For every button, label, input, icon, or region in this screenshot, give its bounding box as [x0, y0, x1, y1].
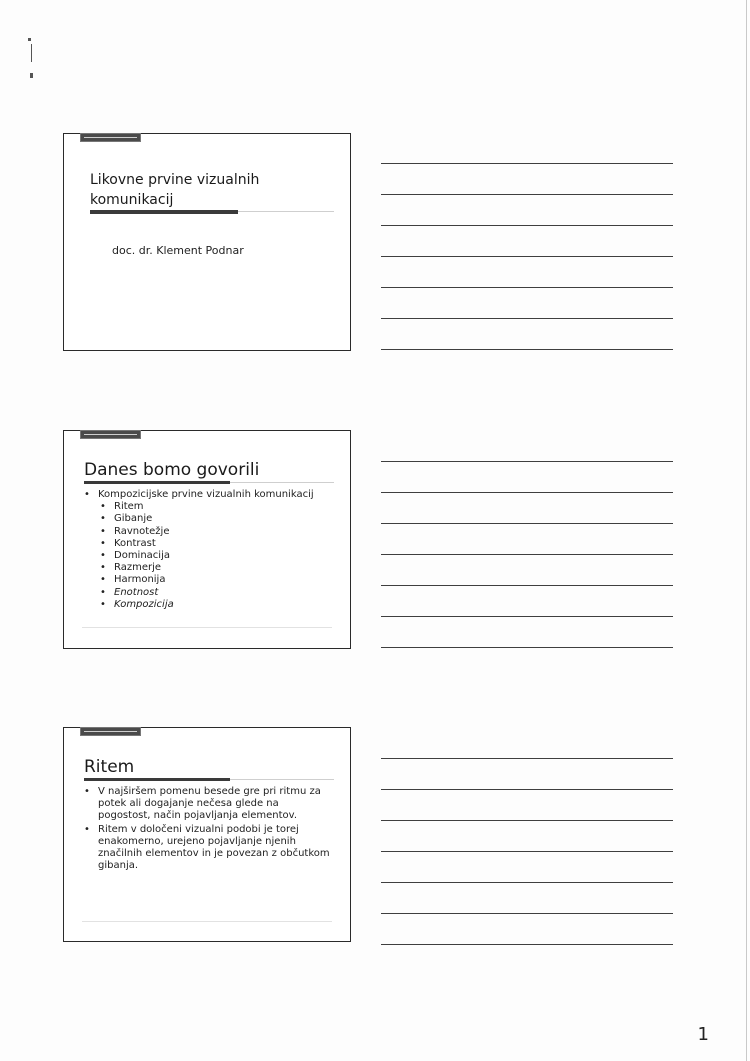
list-item: • V najširšem pomenu besede gre pri ritmu za potek ali dogajanje nečesa glede na pogostost, način pojavljanja elementov. [84, 786, 321, 822]
bullet-icon: • [100, 525, 106, 537]
list-item: • Razmerje [100, 562, 162, 574]
slide-title: Likovne prvine vizualnih komunikacij [90, 172, 260, 208]
scan-mark [30, 73, 33, 78]
title-underline-thin [230, 482, 334, 483]
note-line [381, 523, 673, 524]
title-underline [84, 481, 230, 484]
bullet-icon: • [84, 489, 90, 500]
slide-3 [63, 727, 351, 942]
title-underline-thin [230, 779, 334, 780]
title-underline [90, 210, 238, 214]
bullet-icon: • [84, 823, 90, 835]
bullet-icon: • [100, 574, 106, 586]
university-logo [80, 430, 141, 439]
list-item: • Gibanje [100, 513, 153, 525]
list-item: • Enotnost [100, 586, 159, 598]
note-line [381, 758, 673, 759]
scan-mark [31, 44, 32, 62]
bullet-icon: • [100, 586, 106, 598]
bullet-icon: • [84, 786, 90, 797]
list-item: • Kompozicija [100, 598, 174, 610]
university-logo [80, 727, 141, 736]
bullet-icon: • [100, 537, 106, 549]
note-line [381, 616, 673, 617]
note-line [381, 913, 673, 914]
note-line [381, 789, 673, 790]
scan-mark [28, 38, 31, 41]
note-line [381, 225, 673, 226]
notes-lines [381, 163, 673, 380]
page-number: 1 [697, 1024, 709, 1045]
bullet-icon: • [100, 501, 106, 513]
note-line [381, 194, 673, 195]
slide-footer-line [82, 921, 332, 922]
slide-title: Ritem [84, 757, 135, 777]
slide-footer-line [82, 627, 332, 628]
title-underline [84, 778, 230, 781]
bullet-icon: • [100, 550, 106, 562]
slide-1 [63, 133, 351, 351]
note-line [381, 585, 673, 586]
note-line [381, 256, 673, 257]
note-line [381, 647, 673, 648]
note-line [381, 492, 673, 493]
university-logo [80, 133, 141, 142]
author: doc. dr. Klement Podnar [112, 244, 244, 257]
slide-2 [63, 430, 351, 649]
note-line [381, 349, 673, 350]
bullet-icon: • [100, 513, 106, 525]
notes-lines [381, 758, 673, 975]
note-line [381, 851, 673, 852]
note-line [381, 820, 673, 821]
bullet-icon: • [100, 562, 106, 574]
slide-content [84, 786, 334, 872]
slide-content [84, 489, 339, 611]
list-item: • Ritem [100, 501, 144, 513]
note-line [381, 882, 673, 883]
list-item: • Harmonija [100, 574, 166, 586]
title-underline-thin [238, 211, 334, 212]
list-item: • Kompozicijske prvine vizualnih komunikacij [84, 489, 314, 500]
note-line [381, 554, 673, 555]
notes-lines [381, 461, 673, 678]
list-item: • Ravnotežje [100, 525, 170, 537]
bullet-icon: • [100, 598, 106, 610]
list-item: • Ritem v določeni vizualni podobi je torej enakomerno, urejeno pojavljanje njenih značilnih elementov in je povezan z občutkom gibanja. [84, 823, 330, 872]
list-item: • Kontrast [100, 537, 156, 549]
note-line [381, 163, 673, 164]
note-line [381, 287, 673, 288]
note-line [381, 461, 673, 462]
paper-edge [746, 0, 747, 1061]
list-item: • Dominacija [100, 550, 170, 562]
sub-list [84, 501, 339, 611]
note-line [381, 944, 673, 945]
note-line [381, 318, 673, 319]
slide-title: Danes bomo govorili [84, 460, 260, 480]
